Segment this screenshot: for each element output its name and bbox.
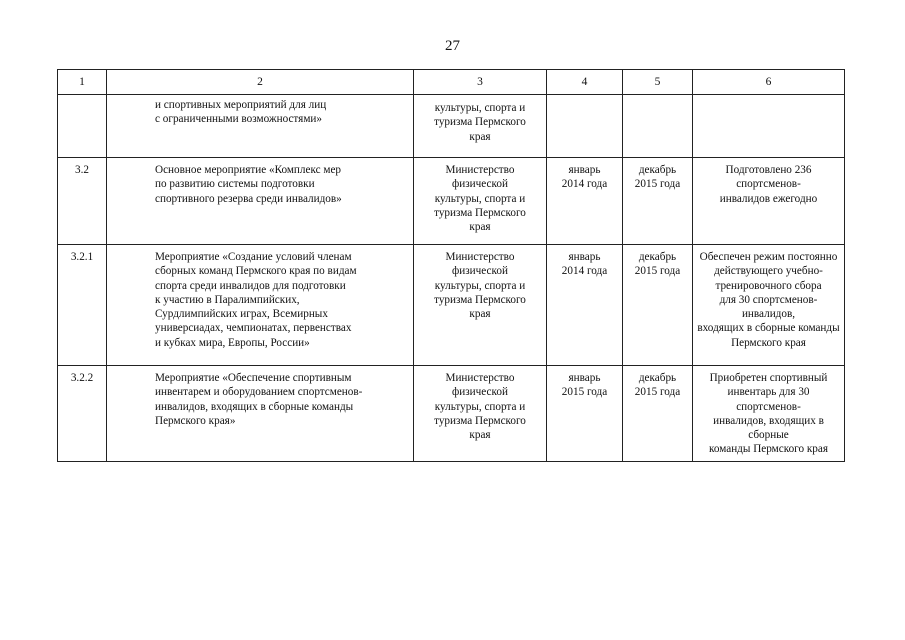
row-number-cell: 3.2.2	[58, 366, 107, 462]
start-date-cell	[547, 95, 623, 158]
header-cell-col2: 2	[107, 70, 414, 95]
executor-cell	[414, 95, 547, 158]
end-date-text: декабрь 2015 года	[634, 372, 681, 399]
end-date-cell	[623, 366, 693, 462]
row-number-cell: 3.2.1	[58, 245, 107, 366]
result-text: Приобретен спортивный инвентарь для 30 спортсменов- инвалидов, входящих в сборные команды Пермского края	[708, 372, 829, 456]
start-date-text: январь 2015 года	[561, 372, 608, 399]
header-row	[58, 70, 845, 95]
activity-name-text: Мероприятие «Создание условий членам сборных команд Пермского края по видам спорта среди инвалидов для подготовки к участию в Паралимпийских, Сурдлимпийских играх, Всемирных универсиадах, чемпионатах, первенствах и кубках мира, Европы, России»	[155, 251, 357, 349]
end-date-text: декабрь 2015 года	[634, 251, 681, 278]
activity-name-cell	[107, 366, 414, 462]
table-row-continuation	[58, 95, 845, 158]
executor-cell	[414, 366, 547, 462]
result-text: Обеспечен режим постоянно действующего учебно- тренировочного сбора для 30 спортсменов-инвалидов, входящих в сборные команды Пермского края	[697, 251, 840, 349]
table-row-3-2-1	[58, 245, 845, 366]
result-cell	[693, 366, 845, 462]
program-table	[57, 69, 845, 462]
end-date-cell	[623, 245, 693, 366]
header-cell-col6: 6	[693, 70, 845, 95]
executor-cell	[414, 158, 547, 245]
header-cell-col4: 4	[547, 70, 623, 95]
start-date-text: январь 2014 года	[561, 251, 608, 278]
table-row-3-2-2	[58, 366, 845, 462]
row-number-cell	[58, 95, 107, 158]
activity-name-cell	[107, 95, 414, 158]
result-cell	[693, 245, 845, 366]
executor-cell	[414, 245, 547, 366]
header-cell-col5: 5	[623, 70, 693, 95]
executor-text: Министерство физической культуры, спорта и туризма Пермского края	[434, 372, 526, 442]
row-number-cell: 3.2	[58, 158, 107, 245]
result-cell	[693, 158, 845, 245]
start-date-cell	[547, 245, 623, 366]
table-row-3-2	[58, 158, 845, 245]
result-cell	[693, 95, 845, 158]
header-cell-col1: 1	[58, 70, 107, 95]
end-date-cell	[623, 95, 693, 158]
page-number: 27	[445, 38, 460, 54]
activity-name-cell	[107, 158, 414, 245]
executor-text: Министерство физической культуры, спорта и туризма Пермского края	[434, 164, 526, 234]
activity-name-text: Мероприятие «Обеспечение спортивным инвентарем и оборудованием спортсменов- инвалидов, входящих в сборные команды Пермского края»	[155, 372, 363, 427]
activity-name-text: Основное мероприятие «Комплекс мер по развитию системы подготовки спортивного резерва среди инвалидов»	[155, 164, 342, 205]
activity-name-text: и спортивных мероприятий для лиц с ограниченными возможностями»	[155, 99, 327, 126]
executor-text: Министерство физической культуры, спорта и туризма Пермского края	[434, 251, 526, 321]
start-date-text: январь 2014 года	[561, 164, 608, 191]
executor-text: культуры, спорта и туризма Пермского края	[434, 102, 526, 143]
end-date-text: декабрь 2015 года	[634, 164, 681, 191]
header-cell-col3: 3	[414, 70, 547, 95]
start-date-cell	[547, 366, 623, 462]
start-date-cell	[547, 158, 623, 245]
result-text: Подготовлено 236 спортсменов- инвалидов ежегодно	[719, 164, 818, 205]
end-date-cell	[623, 158, 693, 245]
activity-name-cell	[107, 245, 414, 366]
